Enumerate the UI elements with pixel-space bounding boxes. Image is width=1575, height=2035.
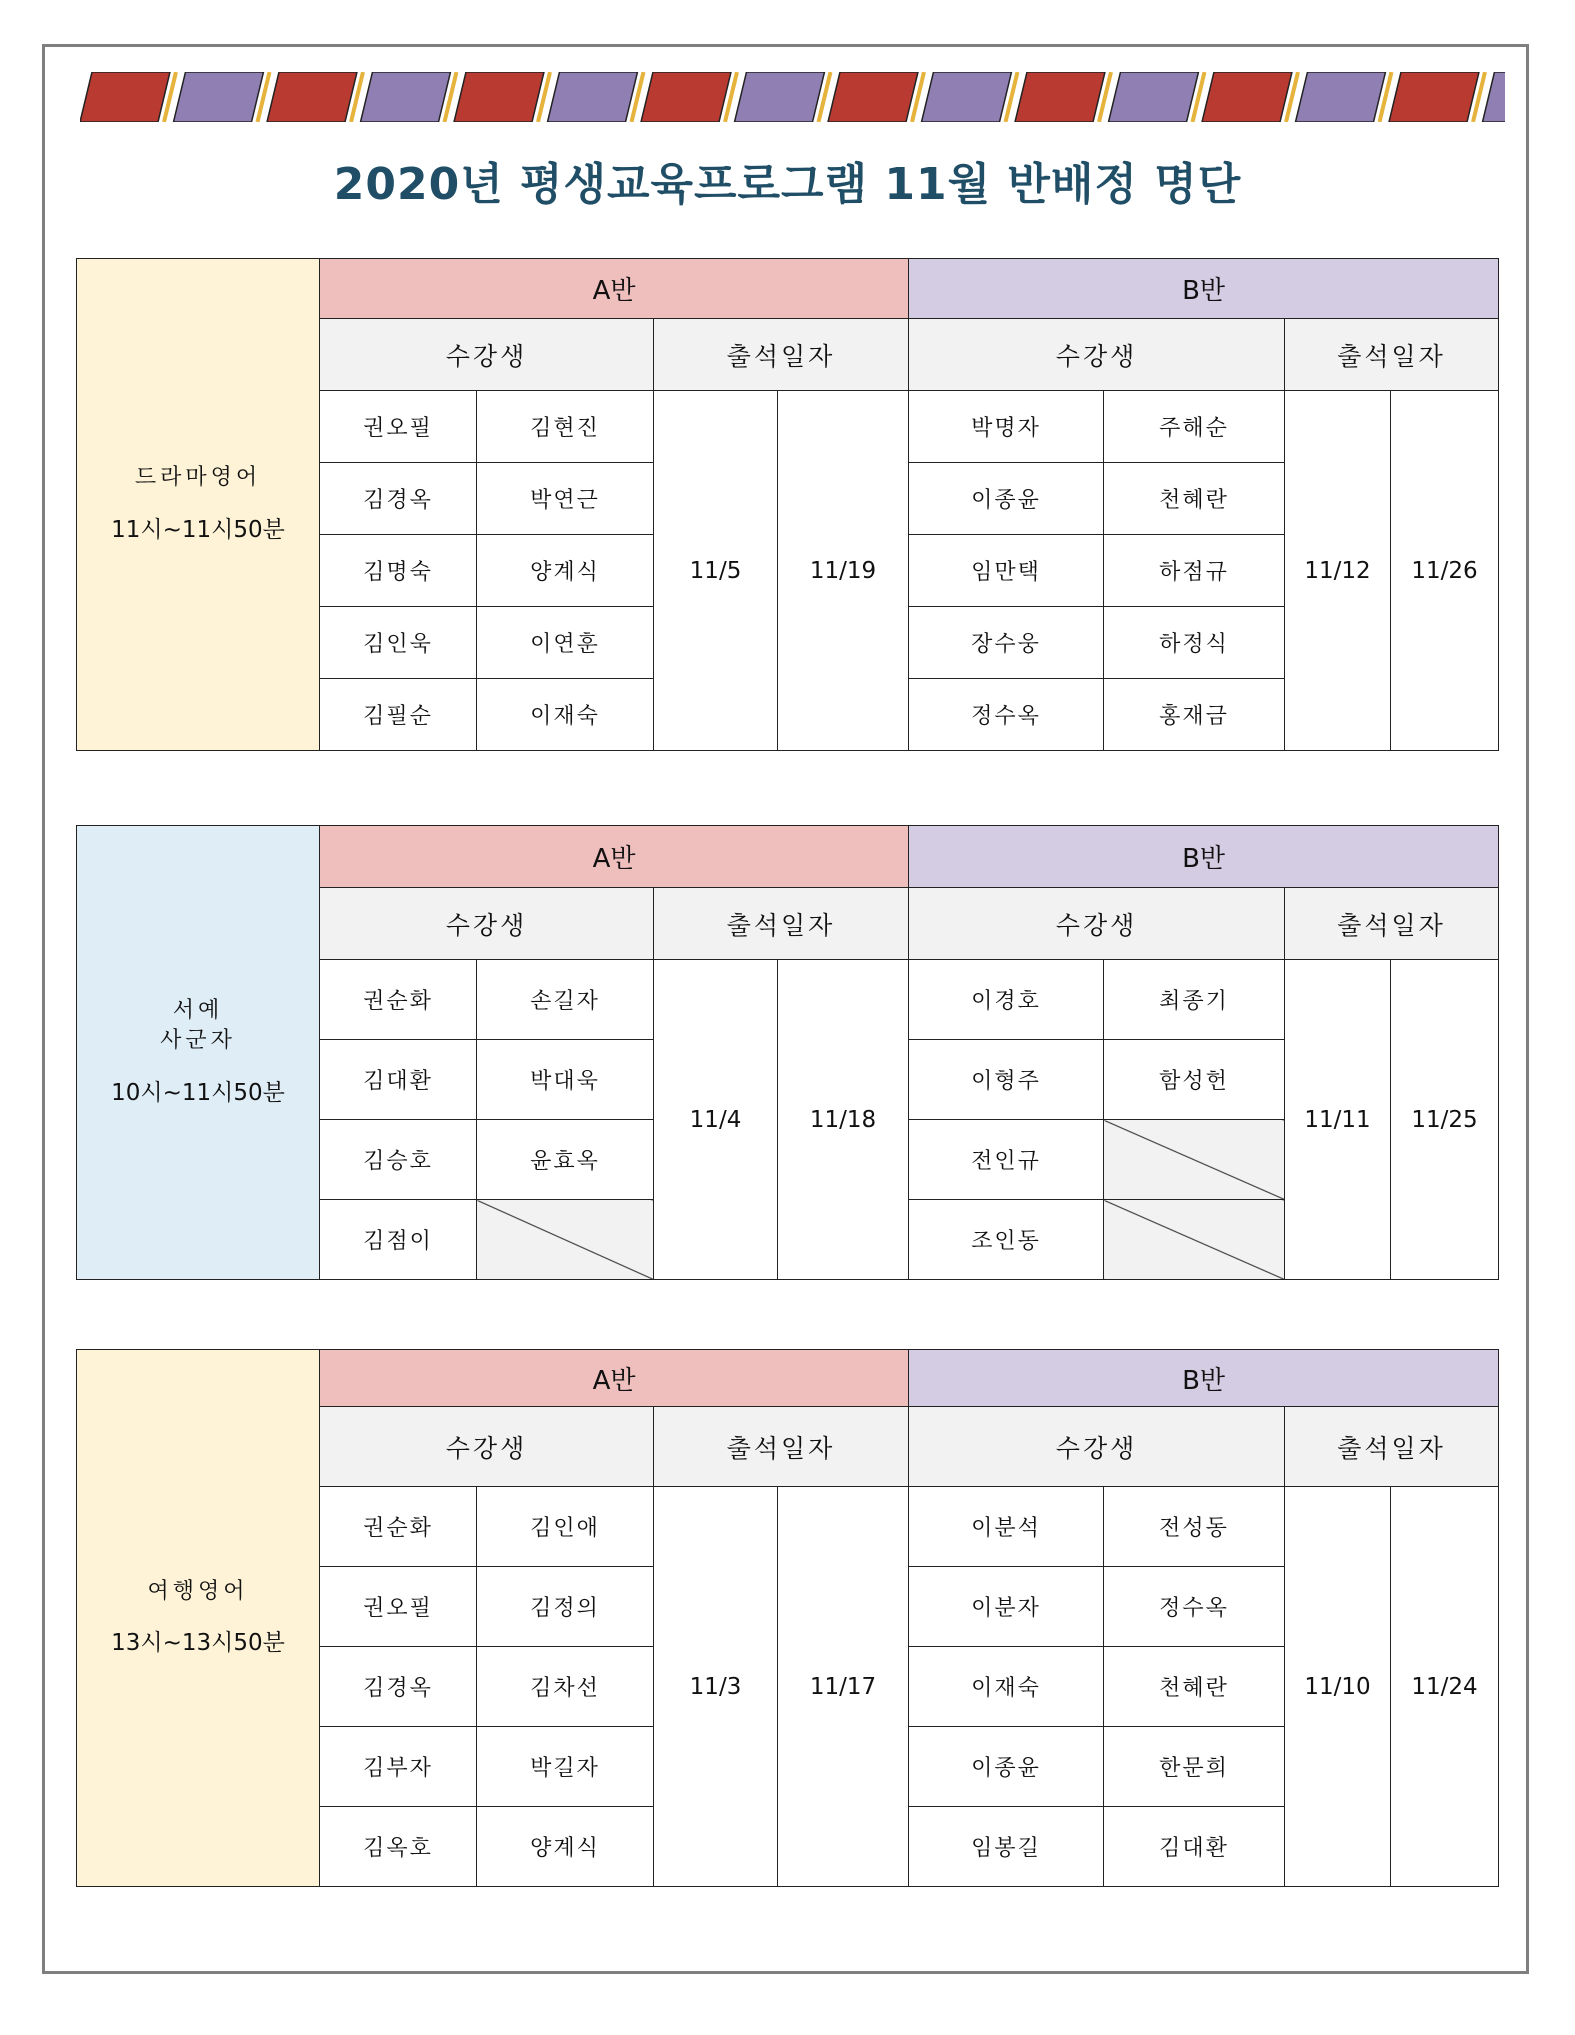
empty-slot (1104, 1200, 1285, 1280)
student-name: 윤효옥 (477, 1120, 654, 1200)
student-name: 전인규 (909, 1120, 1104, 1200)
class-b-header: B반 (909, 1350, 1499, 1407)
student-name: 이경호 (909, 960, 1104, 1040)
attendance-date: 11/18 (778, 960, 909, 1280)
attendance-date: 11/19 (778, 391, 909, 751)
student-name: 김명숙 (320, 535, 477, 607)
course-time: 10시~11시50분 (111, 1079, 285, 1106)
student-name: 장수웅 (909, 607, 1104, 679)
attendance-date: 11/10 (1285, 1487, 1391, 1887)
stripe-block (1389, 72, 1479, 122)
students-header: 수강생 (320, 888, 654, 960)
course-cell (77, 259, 320, 751)
stripe-block (267, 72, 357, 122)
student-name: 김인애 (477, 1487, 654, 1567)
class-a-header: A반 (320, 826, 909, 888)
class-a-header: A반 (320, 1350, 909, 1407)
student-name: 정수옥 (1104, 1567, 1285, 1647)
student-name: 권오필 (320, 391, 477, 463)
page-title: 2020년 평생교육프로그램 11월 반배정 명단 (333, 159, 1242, 210)
student-name: 임만택 (909, 535, 1104, 607)
course-cell (77, 1350, 320, 1887)
attendance-date: 11/24 (1391, 1487, 1499, 1887)
stripe-block (548, 72, 638, 122)
student-name: 박길자 (477, 1727, 654, 1807)
student-name: 김필순 (320, 679, 477, 751)
course-time: 13시~13시50분 (111, 1630, 285, 1657)
class-b-header: B반 (909, 826, 1499, 888)
student-name: 김승호 (320, 1120, 477, 1200)
student-name: 전성동 (1104, 1487, 1285, 1567)
stripe-block (735, 72, 825, 122)
dates-header: 출석일자 (1285, 888, 1499, 960)
student-name: 김인욱 (320, 607, 477, 679)
course-cell (77, 826, 320, 1280)
student-name: 권오필 (320, 1567, 477, 1647)
stripe-block (174, 72, 264, 122)
course-name: 서예 (172, 998, 224, 1024)
stripe-block (361, 72, 451, 122)
attendance-date: 11/12 (1285, 391, 1391, 751)
student-name: 하정식 (1104, 607, 1285, 679)
class-b-header: B반 (909, 259, 1499, 319)
attendance-date: 11/11 (1285, 960, 1391, 1280)
student-name: 김대환 (1104, 1807, 1285, 1887)
stripe-block (80, 72, 170, 122)
stripe-block (454, 72, 544, 122)
student-name: 김대환 (320, 1040, 477, 1120)
student-name: 박대욱 (477, 1040, 654, 1120)
student-name: 양계식 (477, 1807, 654, 1887)
student-name: 조인동 (909, 1200, 1104, 1280)
student-name: 박명자 (909, 391, 1104, 463)
decorative-stripe-banner (80, 72, 1505, 122)
dates-header: 출석일자 (654, 319, 909, 391)
stripe-block (641, 72, 731, 122)
students-header: 수강생 (320, 1407, 654, 1487)
student-name: 손길자 (477, 960, 654, 1040)
student-name: 함성헌 (1104, 1040, 1285, 1120)
attendance-date: 11/25 (1391, 960, 1499, 1280)
student-name: 권순화 (320, 960, 477, 1040)
dates-header: 출석일자 (1285, 1407, 1499, 1487)
schedule-table-travel-english (76, 1349, 1499, 1887)
stripe-block (1483, 72, 1506, 122)
student-name: 김부자 (320, 1727, 477, 1807)
student-name: 김경옥 (320, 463, 477, 535)
student-name: 정수옥 (909, 679, 1104, 751)
dates-header: 출석일자 (654, 888, 909, 960)
student-name: 이종윤 (909, 1727, 1104, 1807)
student-name: 김경옥 (320, 1647, 477, 1727)
class-a-header: A반 (320, 259, 909, 319)
students-header: 수강생 (320, 319, 654, 391)
student-name: 임봉길 (909, 1807, 1104, 1887)
students-header: 수강생 (909, 1407, 1285, 1487)
empty-slot (477, 1200, 654, 1280)
student-name: 권순화 (320, 1487, 477, 1567)
course-name: 드라마영어 (134, 465, 262, 491)
student-name: 박연근 (477, 463, 654, 535)
student-name: 주해순 (1104, 391, 1285, 463)
schedule-table-calligraphy (76, 825, 1499, 1280)
stripe-block (1202, 72, 1292, 122)
student-name: 김점이 (320, 1200, 477, 1280)
student-name: 하점규 (1104, 535, 1285, 607)
student-name: 천혜란 (1104, 463, 1285, 535)
stripe-block (1015, 72, 1105, 122)
attendance-date: 11/5 (654, 391, 778, 751)
student-name: 이분석 (909, 1487, 1104, 1567)
student-name: 이형주 (909, 1040, 1104, 1120)
student-name: 최종기 (1104, 960, 1285, 1040)
attendance-date: 11/26 (1391, 391, 1499, 751)
student-name: 이재숙 (909, 1647, 1104, 1727)
stripe-block (1109, 72, 1199, 122)
students-header: 수강생 (909, 888, 1285, 960)
empty-slot (1104, 1120, 1285, 1200)
students-header: 수강생 (909, 319, 1285, 391)
attendance-date: 11/4 (654, 960, 778, 1280)
student-name: 이재숙 (477, 679, 654, 751)
attendance-date: 11/17 (778, 1487, 909, 1887)
student-name: 홍재금 (1104, 679, 1285, 751)
student-name: 김옥호 (320, 1807, 477, 1887)
dates-header: 출석일자 (654, 1407, 909, 1487)
student-name: 이연훈 (477, 607, 654, 679)
stripe-block (922, 72, 1012, 122)
student-name: 한문희 (1104, 1727, 1285, 1807)
stripe-block (1296, 72, 1386, 122)
student-name: 천혜란 (1104, 1647, 1285, 1727)
student-name: 김차선 (477, 1647, 654, 1727)
course-time: 11시~11시50분 (111, 516, 285, 543)
course-name: 사군자 (160, 1027, 236, 1053)
student-name: 김현진 (477, 391, 654, 463)
student-name: 김정의 (477, 1567, 654, 1647)
schedule-table-drama-english (76, 258, 1499, 751)
student-name: 이종윤 (909, 463, 1104, 535)
attendance-date: 11/3 (654, 1487, 778, 1887)
course-name: 여행영어 (147, 1578, 249, 1604)
student-name: 양계식 (477, 535, 654, 607)
dates-header: 출석일자 (1285, 319, 1499, 391)
stripe-block (828, 72, 918, 122)
student-name: 이분자 (909, 1567, 1104, 1647)
